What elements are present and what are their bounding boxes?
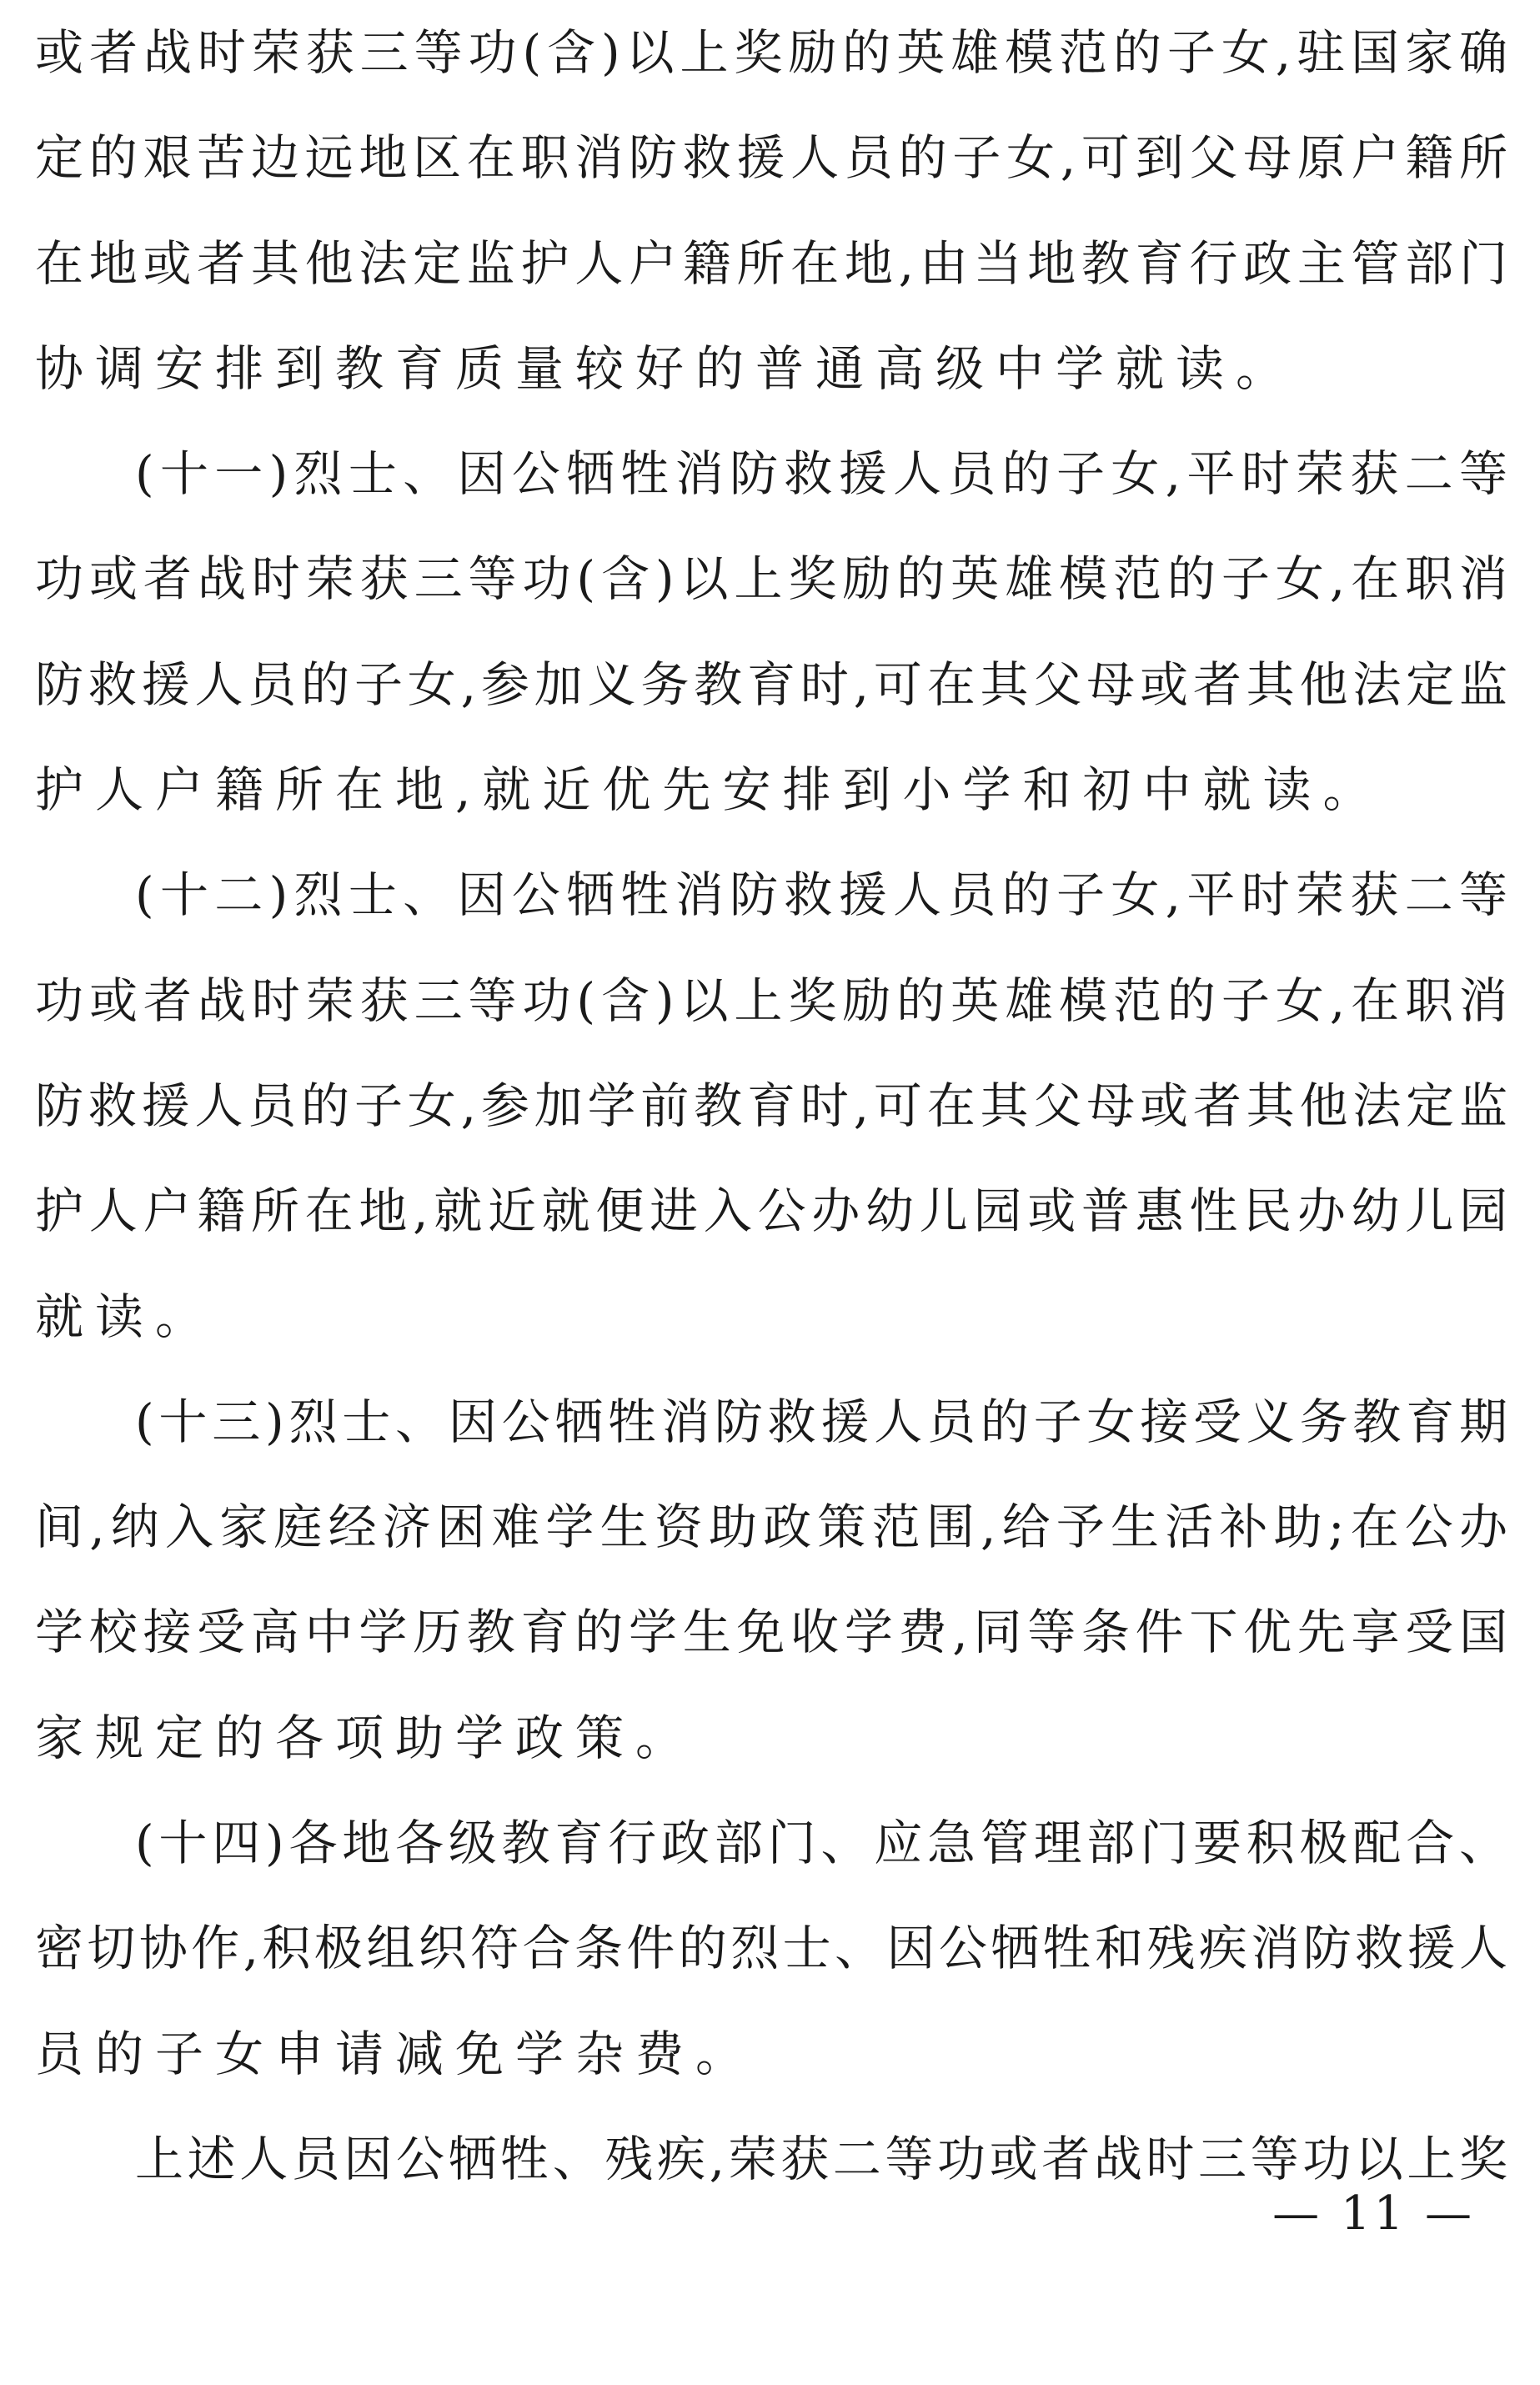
paragraph xyxy=(35,842,1509,1368)
text-line: (十一)烈士、因公牺牲消防救援人员的子女,平时荣获二等 xyxy=(135,445,1509,503)
paragraph xyxy=(35,421,1509,842)
text-line: 就读。 xyxy=(35,1288,216,1345)
text-line: 上述人员因公牺牲、残疾,荣获二等功或者战时三等功以上奖 xyxy=(135,2130,1509,2187)
text-line: 功或者战时荣获三等功(含)以上奖励的英雄模范的子女,在职消 xyxy=(35,550,1509,608)
document-body xyxy=(35,0,1509,2212)
text-line: 防救援人员的子女,参加学前教育时,可在其父母或者其他法定监 xyxy=(35,1077,1509,1134)
text-line: 协调安排到教育质量较好的普通高级中学就读。 xyxy=(35,339,1297,397)
text-line: 护人户籍所在地,就近优先安排到小学和初中就读。 xyxy=(35,761,1383,819)
text-line: 密切协作,积极组织符合条件的烈士、因公牺牲和残疾消防救援人 xyxy=(35,1920,1509,1977)
text-line: (十三)烈士、因公牺牲消防救援人员的子女接受义务教育期 xyxy=(135,1393,1509,1450)
paragraph xyxy=(35,0,1509,421)
paragraph xyxy=(35,1369,1509,1790)
text-line: 在地或者其他法定监护人户籍所在地,由当地教育行政主管部门 xyxy=(35,234,1509,292)
text-line: (十二)烈士、因公牺牲消防救援人员的子女,平时荣获二等 xyxy=(135,866,1509,924)
text-line: 间,纳入家庭经济困难学生资助政策范围,给予生活补助;在公办 xyxy=(35,1499,1509,1556)
text-line: 护人户籍所在地,就近就便进入公办幼儿园或普惠性民办幼儿园 xyxy=(35,1182,1509,1240)
text-line: (十四)各地各级教育行政部门、应急管理部门要积极配合、 xyxy=(135,1815,1509,1872)
paragraph xyxy=(35,1790,1509,2106)
text-line: 定的艰苦边远地区在职消防救援人员的子女,可到父母原户籍所 xyxy=(35,129,1509,187)
text-line: 学校接受高中学历教育的学生免收学费,同等条件下优先享受国 xyxy=(35,1604,1509,1661)
text-line: 防救援人员的子女,参加义务教育时,可在其父母或者其他法定监 xyxy=(35,655,1509,713)
text-line: 家规定的各项助学政策。 xyxy=(35,1709,696,1766)
text-line: 或者战时荣获三等功(含)以上奖励的英雄模范的子女,驻国家确 xyxy=(35,24,1509,81)
page-number: — 11 — xyxy=(1272,2187,1475,2241)
page-footer xyxy=(0,2177,1540,2252)
text-line: 员的子女申请减免学杂费。 xyxy=(35,2025,756,2082)
text-line: 功或者战时荣获三等功(含)以上奖励的英雄模范的子女,在职消 xyxy=(35,972,1509,1029)
